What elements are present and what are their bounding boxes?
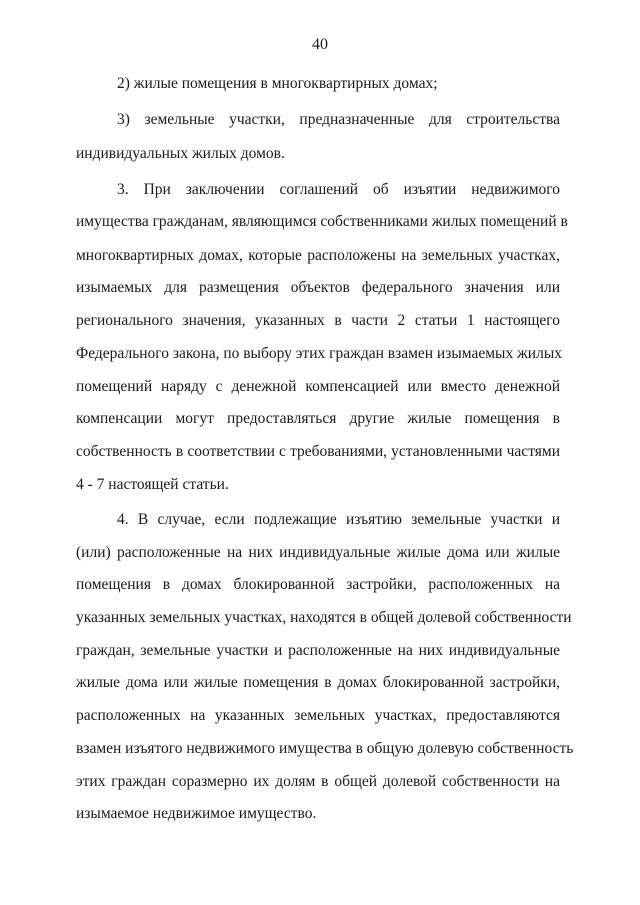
list-item-3-line-1: 3) земельные участки, предназначенные для строительства bbox=[117, 111, 560, 128]
paragraph-4-line-10: изымаемое недвижимое имущество. bbox=[76, 805, 317, 822]
paragraph-3-line-4: изымаемых для размещения объектов федерального значения или bbox=[76, 279, 560, 296]
paragraph-4-line-2: (или) расположенные на них индивидуальные жилые дома или жилые bbox=[76, 544, 560, 561]
paragraph-4-line-4: указанных земельных участках, находятся в общей долевой собственности bbox=[76, 609, 572, 626]
paragraph-4-line-6: жилые дома или жилые помещения в домах блокированной застройки, bbox=[76, 674, 560, 691]
paragraph-3-line-2: имущества гражданам, являющимся собственниками жилых помещений в bbox=[76, 213, 568, 230]
paragraph-4-line-8: взамен изъятого недвижимого имущества в общую долевую собственность bbox=[76, 740, 574, 757]
paragraph-3-line-8: компенсации могут предоставляться другие жилые помещения в bbox=[76, 410, 560, 427]
list-item-2: 2) жилые помещения в многоквартирных домах; bbox=[117, 75, 438, 92]
list-item-3-line-2: индивидуальных жилых домов. bbox=[76, 145, 285, 162]
paragraph-4-line-7: расположенных на указанных земельных участках, предоставляются bbox=[76, 707, 560, 724]
paragraph-4-line-1: 4. В случае, если подлежащие изъятию земельные участки и bbox=[117, 511, 560, 528]
paragraph-3-line-10: 4 - 7 настоящей статьи. bbox=[76, 476, 229, 493]
paragraph-4-line-3: помещения в домах блокированной застройки, расположенных на bbox=[76, 576, 560, 593]
paragraph-3-line-3: многоквартирных домах, которые расположены на земельных участках, bbox=[76, 247, 560, 264]
paragraph-4-line-5: граждан, земельные участки и расположенные на них индивидуальные bbox=[76, 642, 560, 659]
page-number: 40 bbox=[312, 36, 328, 53]
paragraph-4-line-9: этих граждан соразмерно их долям в общей долевой собственности на bbox=[76, 773, 560, 790]
paragraph-3-line-1: 3. При заключении соглашений об изъятии недвижимого bbox=[117, 181, 560, 198]
paragraph-3-line-7: помещений наряду с денежной компенсацией или вместо денежной bbox=[76, 378, 560, 395]
paragraph-3-line-5: регионального значения, указанных в части 2 статьи 1 настоящего bbox=[76, 312, 560, 329]
paragraph-3-line-9: собственность в соответствии с требованиями, установленными частями bbox=[76, 443, 560, 460]
paragraph-3-line-6: Федерального закона, по выбору этих граждан взамен изымаемых жилых bbox=[76, 345, 562, 362]
